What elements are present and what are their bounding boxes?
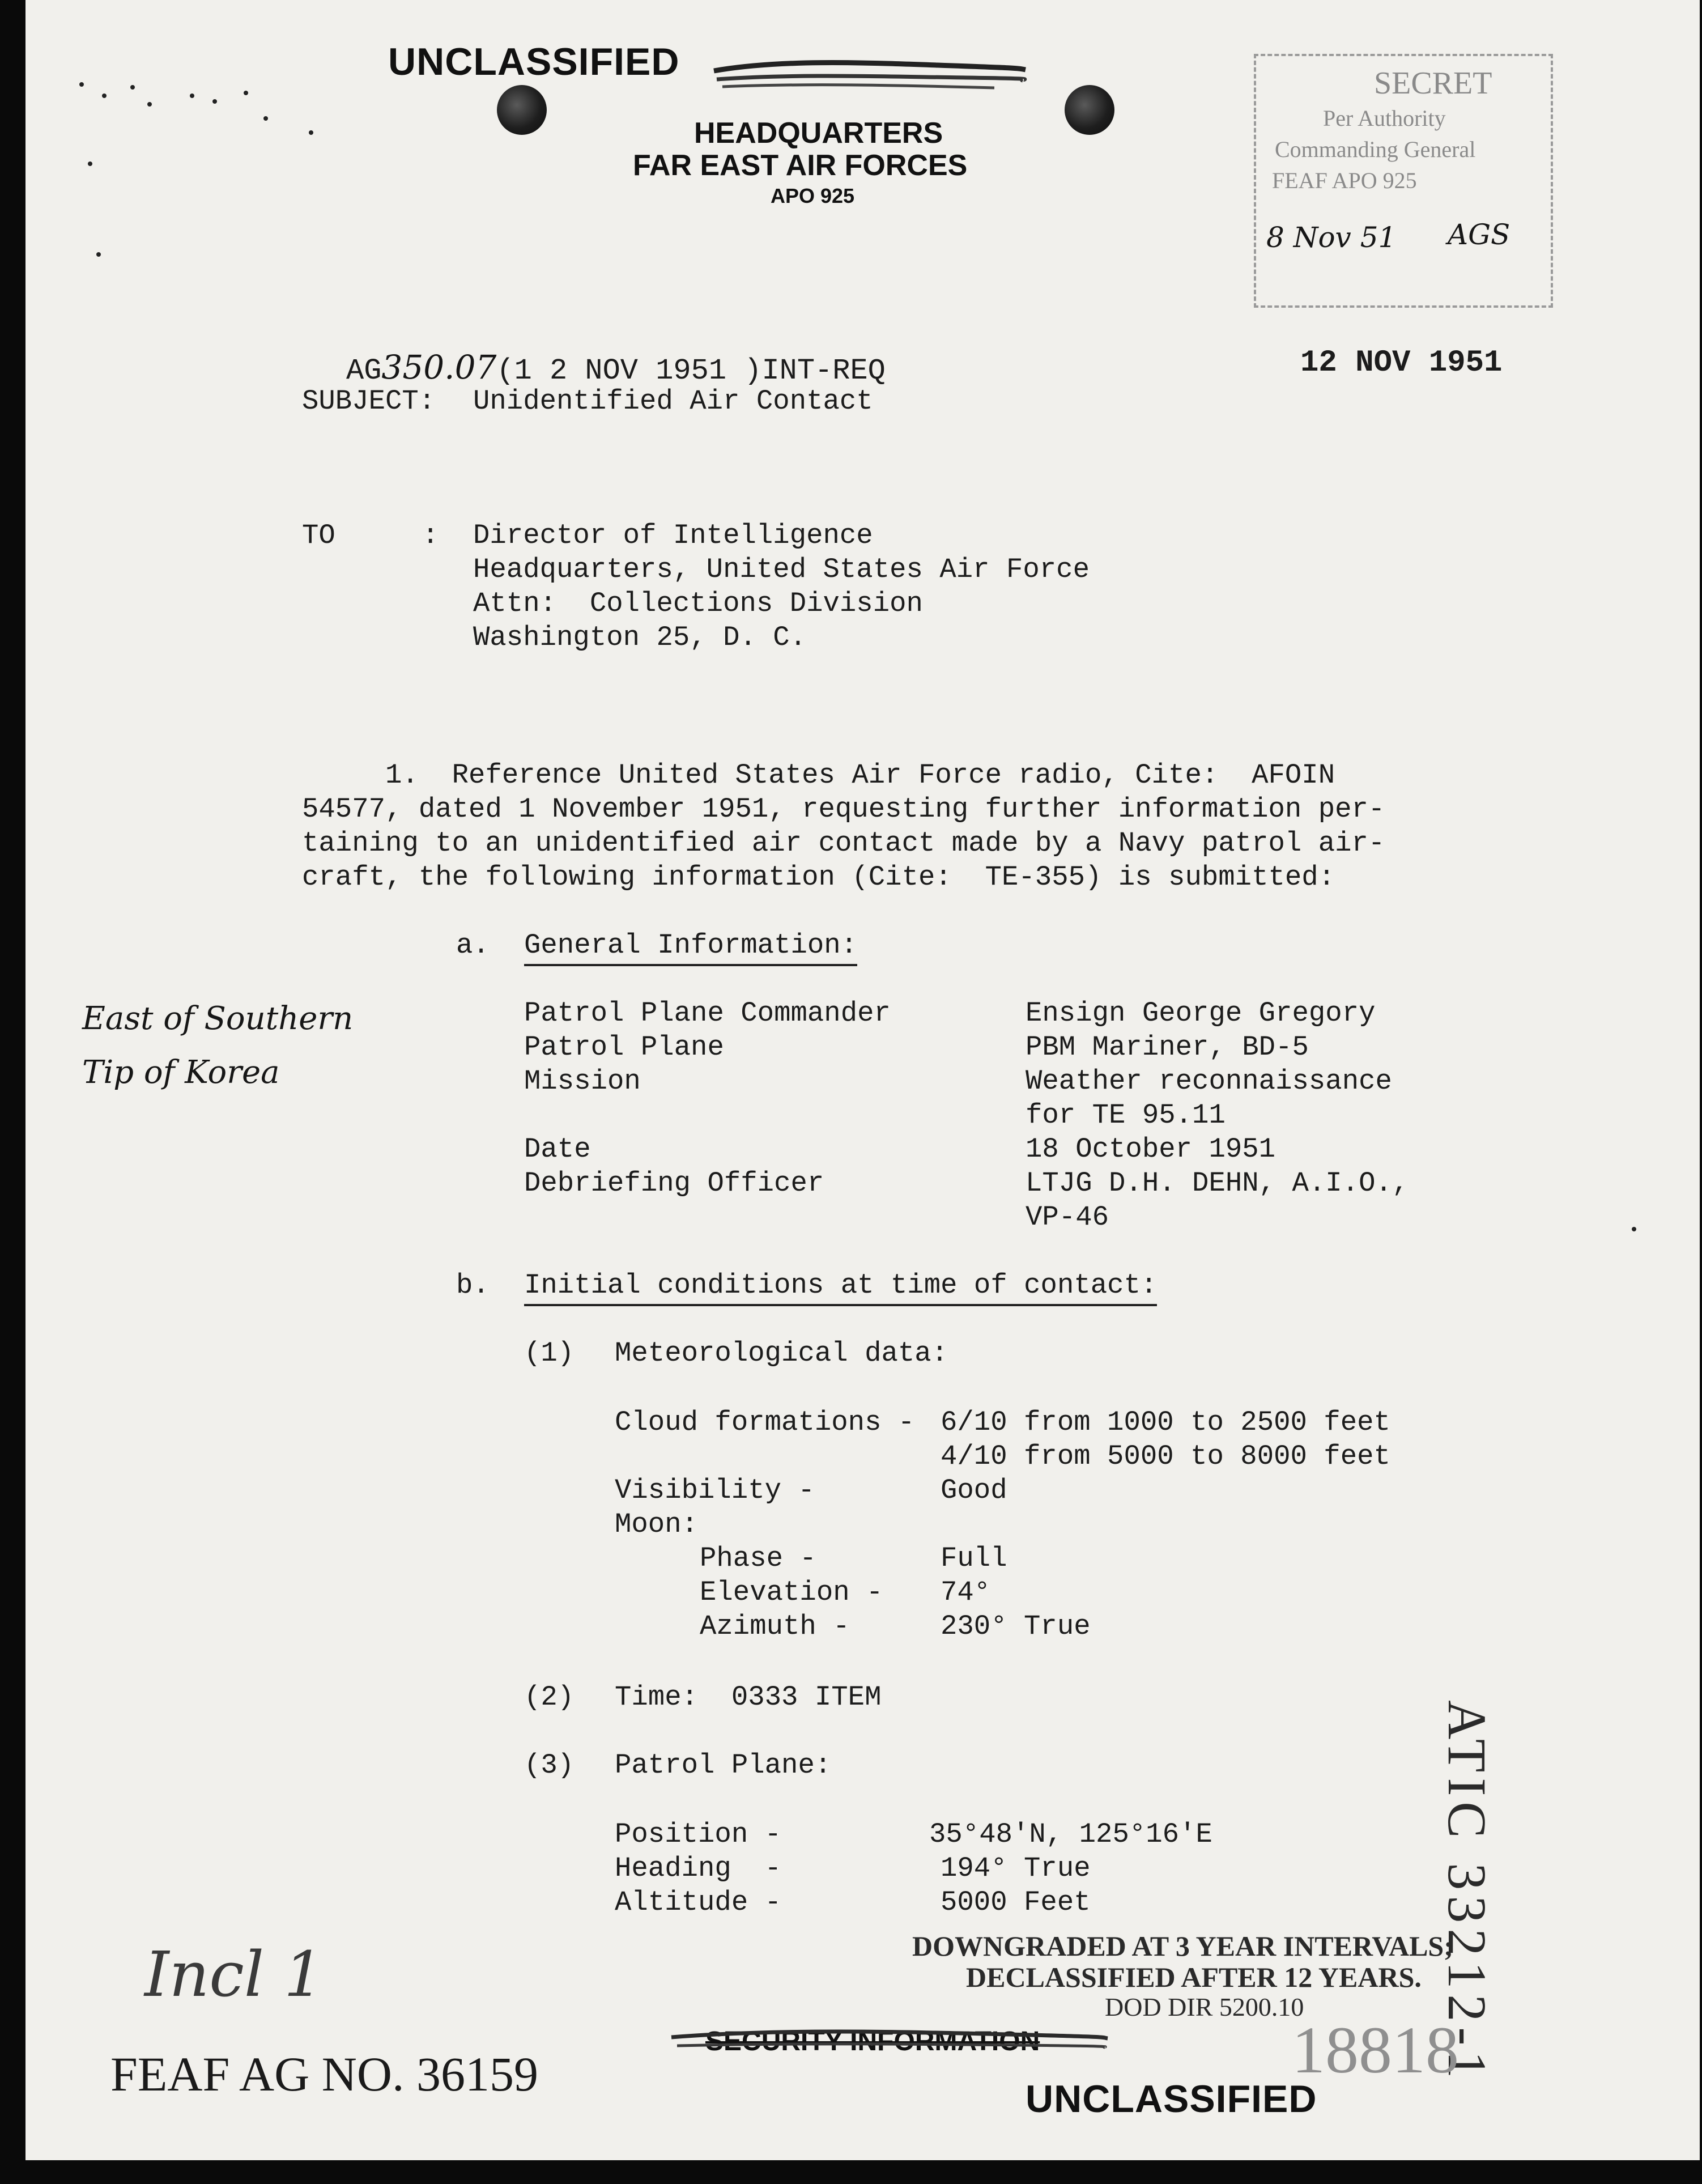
section-b-letter: b. <box>456 1269 490 1301</box>
cloud-value-1: 6/10 from 1000 to 2500 feet <box>941 1407 1390 1438</box>
feaf-ag-number: FEAF AG NO. 36159 <box>110 2047 538 2101</box>
section-a-letter: a. <box>456 929 490 961</box>
azimuth-label: Azimuth - <box>700 1611 850 1642</box>
secret-stamp-feaf: FEAF APO 925 <box>1272 168 1417 193</box>
heading-value: 194° True <box>941 1852 1091 1884</box>
secret-stamp-hand-date: 8 Nov 51 <box>1266 221 1397 254</box>
item1-number: (1) <box>524 1337 575 1369</box>
handwritten-enclosure: Incl 1 <box>144 1938 324 2011</box>
to-label: TO <box>302 520 335 551</box>
section-a-label-2: Patrol Plane <box>524 1031 724 1063</box>
downgrade-line-3: DOD DIR 5200.10 <box>1105 1992 1304 2021</box>
section-b-heading: Initial conditions at time of contact: <box>524 1268 1157 1306</box>
azimuth-value: 230° True <box>941 1611 1091 1642</box>
section-a-label-3: Mission <box>524 1065 641 1097</box>
section-a-value-6: LTJG D.H. DEHN, A.I.O., <box>1026 1167 1409 1199</box>
redaction-scribble-bottom <box>669 2020 1110 2060</box>
redaction-scribble-top <box>711 48 1028 99</box>
secret-stamp-title: SECRET <box>1374 66 1492 101</box>
to-line-4: Washington 25, D. C. <box>473 622 807 653</box>
item3-title: Patrol Plane: <box>615 1749 832 1781</box>
to-line-3: Attn: Collections Division <box>473 588 923 619</box>
section-a-heading: General Information: <box>524 928 857 966</box>
section-a-value-5: 18 October 1951 <box>1026 1133 1276 1165</box>
section-a-value-3: Weather reconnaissance <box>1026 1065 1392 1097</box>
section-a-label-1: Patrol Plane Commander <box>524 997 891 1029</box>
heading-label: Heading - <box>615 1852 782 1884</box>
to-colon: : <box>422 520 439 551</box>
subject-label: SUBJECT: <box>302 385 436 417</box>
punch-hole-right <box>1065 85 1114 135</box>
section-a-value-2: PBM Mariner, BD-5 <box>1026 1031 1309 1063</box>
punch-hole-left <box>497 85 547 135</box>
cloud-label: Cloud formations - <box>615 1407 915 1438</box>
subject-value: Unidentified Air Contact <box>473 385 873 417</box>
paragraph1-line-1: 1. Reference United States Air Force radio, Cite: AFOIN <box>302 759 1335 791</box>
altitude-value: 5000 Feet <box>941 1886 1091 1918</box>
section-a-value-7: VP-46 <box>1026 1201 1109 1233</box>
section-a-label-6: Debriefing Officer <box>524 1167 824 1199</box>
item2-number: (2) <box>524 1681 575 1713</box>
paper-sheet <box>25 0 1700 2160</box>
item2-text: Time: 0333 ITEM <box>615 1681 882 1713</box>
to-line-2: Headquarters, United States Air Force <box>473 554 1090 585</box>
security-information: SECURITY INFORMATION <box>705 2026 1040 2056</box>
cloud-value-2: 4/10 from 5000 to 8000 feet <box>941 1441 1390 1472</box>
section-a-value-1: Ensign George Gregory <box>1026 997 1376 1029</box>
visibility-label: Visibility - <box>615 1475 815 1506</box>
moon-label: Moon: <box>615 1509 699 1540</box>
position-value: 35°48'N, 125°16'E <box>929 1818 1212 1850</box>
position-label: Position - <box>615 1818 782 1850</box>
classification-top: UNCLASSIFIED <box>388 40 680 83</box>
reference-rest: (1 2 NOV 1951 )INT-REQ <box>496 354 886 388</box>
elevation-value: 74° <box>941 1577 991 1608</box>
date-stamp: 12 NOV 1951 <box>1300 346 1503 380</box>
altitude-label: Altitude - <box>615 1886 782 1918</box>
phase-label: Phase - <box>700 1543 816 1574</box>
visibility-value: Good <box>941 1475 1007 1506</box>
paragraph1-line-3: taining to an unidentified air contact made by a Navy patrol air- <box>302 827 1385 859</box>
paragraph1-line-2: 54577, dated 1 November 1951, requesting further information per- <box>302 793 1385 825</box>
secret-stamp-hand-initials: AGS <box>1448 218 1510 251</box>
secret-stamp-commanding: Commanding General <box>1275 137 1476 162</box>
downgrade-line-1: DOWNGRADED AT 3 YEAR INTERVALS; <box>912 1930 1453 1962</box>
paragraph1-line-4: craft, the following information (Cite: TE-355) is submitted: <box>302 861 1335 893</box>
secret-stamp-authority: Per Authority <box>1323 105 1446 131</box>
section-a-value-4: for TE 95.11 <box>1026 1099 1226 1131</box>
item3-number: (3) <box>524 1749 575 1781</box>
to-line-1: Director of Intelligence <box>473 520 873 551</box>
item1-title: Meteorological data: <box>615 1337 948 1369</box>
handwritten-note-line-2: Tip of Korea <box>82 1054 280 1091</box>
classification-bottom: UNCLASSIFIED <box>1026 2077 1317 2121</box>
reference-hand-file: 350.07 <box>381 348 497 386</box>
handwritten-note-line-1: East of Southern <box>82 1000 354 1037</box>
letterhead-feaf: FAR EAST AIR FORCES <box>633 149 968 182</box>
atic-stamp: ATIC 33212-1 <box>1437 1700 1497 2084</box>
elevation-label: Elevation - <box>700 1577 883 1608</box>
stamp-number: 18818 <box>1292 2013 1459 2087</box>
phase-value: Full <box>941 1543 1007 1574</box>
reference-prefix: AG <box>346 354 382 388</box>
letterhead-apo: APO 925 <box>771 184 855 207</box>
downgrade-line-2: DECLASSIFIED AFTER 12 YEARS. <box>966 1961 1422 1993</box>
letterhead-headquarters: HEADQUARTERS <box>694 117 943 150</box>
section-a-label-5: Date <box>524 1133 591 1165</box>
